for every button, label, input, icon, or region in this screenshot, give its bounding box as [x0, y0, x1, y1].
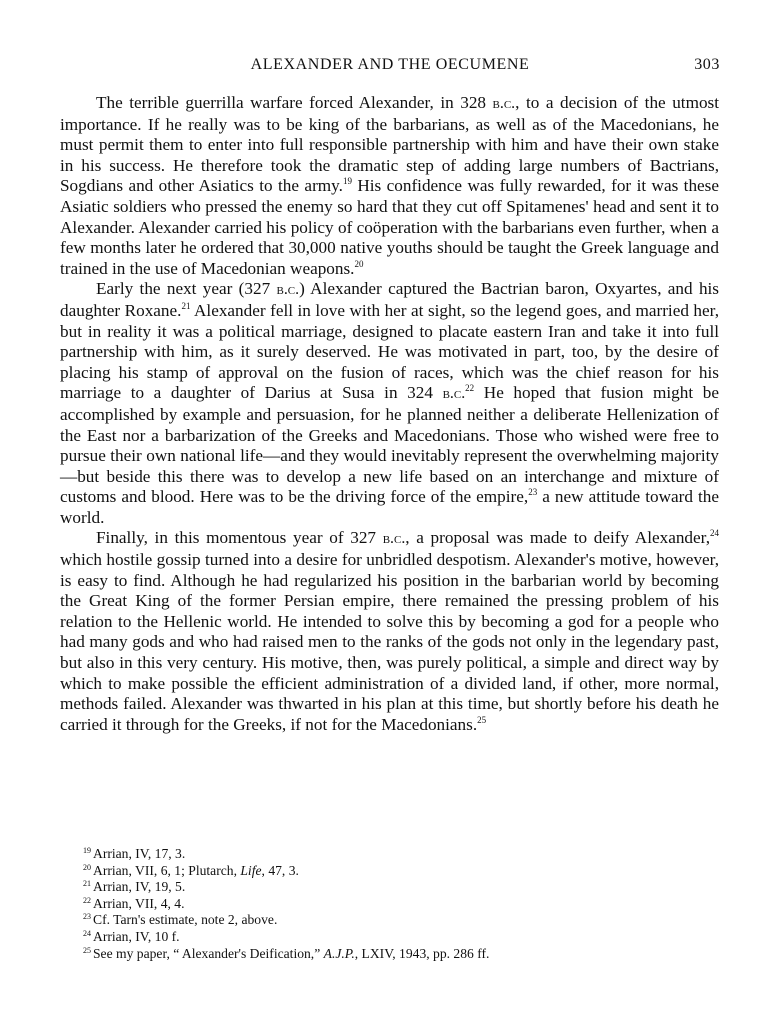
footnote-19 [83, 846, 703, 863]
footnote-text: See my paper, “ Alexander's Deification,” [93, 945, 324, 961]
footnotes [83, 846, 703, 962]
footnote-text: Arrian, IV, 10 f. [93, 928, 180, 944]
footnote-text: Arrian, IV, 19, 5. [93, 879, 186, 895]
footnote-italic-title: A.J.P. [323, 945, 355, 961]
footnote-number: 24 [83, 928, 91, 938]
era-abbreviation: b.c. [442, 385, 466, 403]
text-run: ) Alexander captured the Bactrian baron, Oxyartes, and his daughter Roxane. [60, 279, 719, 320]
text-run: , to a decision of the utmost importance. If he really was to be king of the barbarians, as well as of the Macedonians, he must permit them to enter into full responsible partnership with him and have their own stake in his success. He therefore took the dramatic step of adding large numbers of Bactrians, Sogdians and other Asiatics to the army. [60, 93, 719, 196]
footnote-ref-22[interactable]: 22 [465, 383, 475, 394]
era-abbreviation: b.c. [492, 95, 516, 112]
paragraph-2 [60, 279, 719, 528]
text-run: , a proposal was made to deify Alexander, [405, 528, 710, 548]
footnote-ref-25[interactable]: 25 [477, 714, 487, 725]
footnote-text: , 47, 3. [261, 862, 299, 878]
footnote-italic-title: Life [240, 862, 262, 878]
era-abbreviation: b.c. [276, 281, 300, 299]
footnote-24 [83, 929, 703, 946]
footnote-ref-24[interactable]: 24 [710, 528, 719, 539]
paragraph-3 [60, 528, 719, 735]
footnote-number: 20 [83, 862, 91, 872]
footnote-number: 19 [83, 846, 91, 855]
footnote-text: Arrian, VII, 4, 4. [93, 895, 185, 911]
text-run: He hoped that fusion might be accomplished by example and persuasion, for he planned neither a deliberate Hellenization of the East nor a barbarization of the Greeks and Macedonians. Those who wished were free to pursue their own national life—and they would inevitably represent the overwhelming majority—but beside this there was to develop a new life based on an interchange and mixture of customs and blood. Here was to be the driving force of the empire, [60, 383, 719, 507]
footnote-number: 21 [83, 879, 91, 889]
text-run: a new attitude toward the world. [60, 487, 719, 527]
footnote-text: Cf. Tarn's estimate, note 2, above. [93, 912, 278, 928]
text-run: which hostile gossip turned into a desire for unbridled despotism. Alexander's motive, however, is easy to find. Although he had regularized his position in the barbarian world by becoming the Great King of the former Persian empire, there remained the pressing problem of his relation to the Hellenic world. He intended to solve this by becoming a god for a people who had many gods and who had raised men to the ranks of the gods not only in the legendary past, but also in this very century. His motive, then, was purely political, a simple and direct way by which to make possible the efficient administration of a divided land, if other, more normal, methods failed. Alexander was thwarted in his plan at this time, but shortly before his death he carried it through for the Greeks, if not for the Macedonians. [60, 550, 719, 734]
footnote-20 [83, 863, 703, 880]
footnote-ref-19[interactable]: 19 [342, 176, 352, 187]
body-text [60, 93, 719, 735]
footnote-ref-21[interactable]: 21 [181, 300, 191, 311]
text-run: Alexander fell in love with her at sight, so the legend goes, and married her, but in reality it was a political marriage, designed to placate eastern Iran and take it into full partnership with him, as it surely deserved. He was motivated in part, too, by the desire of placing his stamp of approval on the fusion of races, which was the chief reason for his marriage to a daughter of Darius at Susa in 324 [60, 300, 719, 403]
footnote-text: , LXIV, 1943, pp. 286 ff. [354, 945, 490, 961]
running-head-title: ALEXANDER AND THE OECUMENE [250, 56, 530, 73]
footnote-number: 22 [83, 895, 91, 905]
footnote-21 [83, 879, 703, 896]
footnote-ref-23[interactable]: 23 [528, 487, 538, 498]
running-head [60, 56, 720, 80]
footnote-23 [83, 912, 703, 929]
paragraph-1 [60, 93, 719, 279]
page-number: 303 [694, 56, 720, 73]
era-abbreviation: b.c. [382, 530, 406, 548]
text-run: Finally, in this momentous year of 327 [96, 528, 383, 548]
footnote-22 [83, 896, 703, 913]
text-run: His confidence was fully rewarded, for it was these Asiatic soldiers who pressed the enemy so hard that they cut off Spitamenes' head and sent it to Alexander. Alexander carried his policy of coöperation with the barbarians even further, when a few months later he ordered that 30,000 native youths should be taught the Greek language and trained in the use of Macedonian weapons. [60, 176, 719, 278]
text-run: Early the next year (327 [96, 279, 277, 299]
footnote-25 [83, 946, 703, 963]
footnote-number: 25 [83, 945, 91, 955]
footnote-text: Arrian, VII, 6, 1; Plutarch, [93, 862, 241, 878]
text-run: The terrible guerrilla warfare forced Alexander, in 328 [96, 93, 493, 112]
footnote-number: 23 [83, 912, 91, 922]
footnote-ref-20[interactable]: 20 [354, 258, 364, 269]
footnote-text: Arrian, IV, 17, 3. [93, 846, 186, 861]
